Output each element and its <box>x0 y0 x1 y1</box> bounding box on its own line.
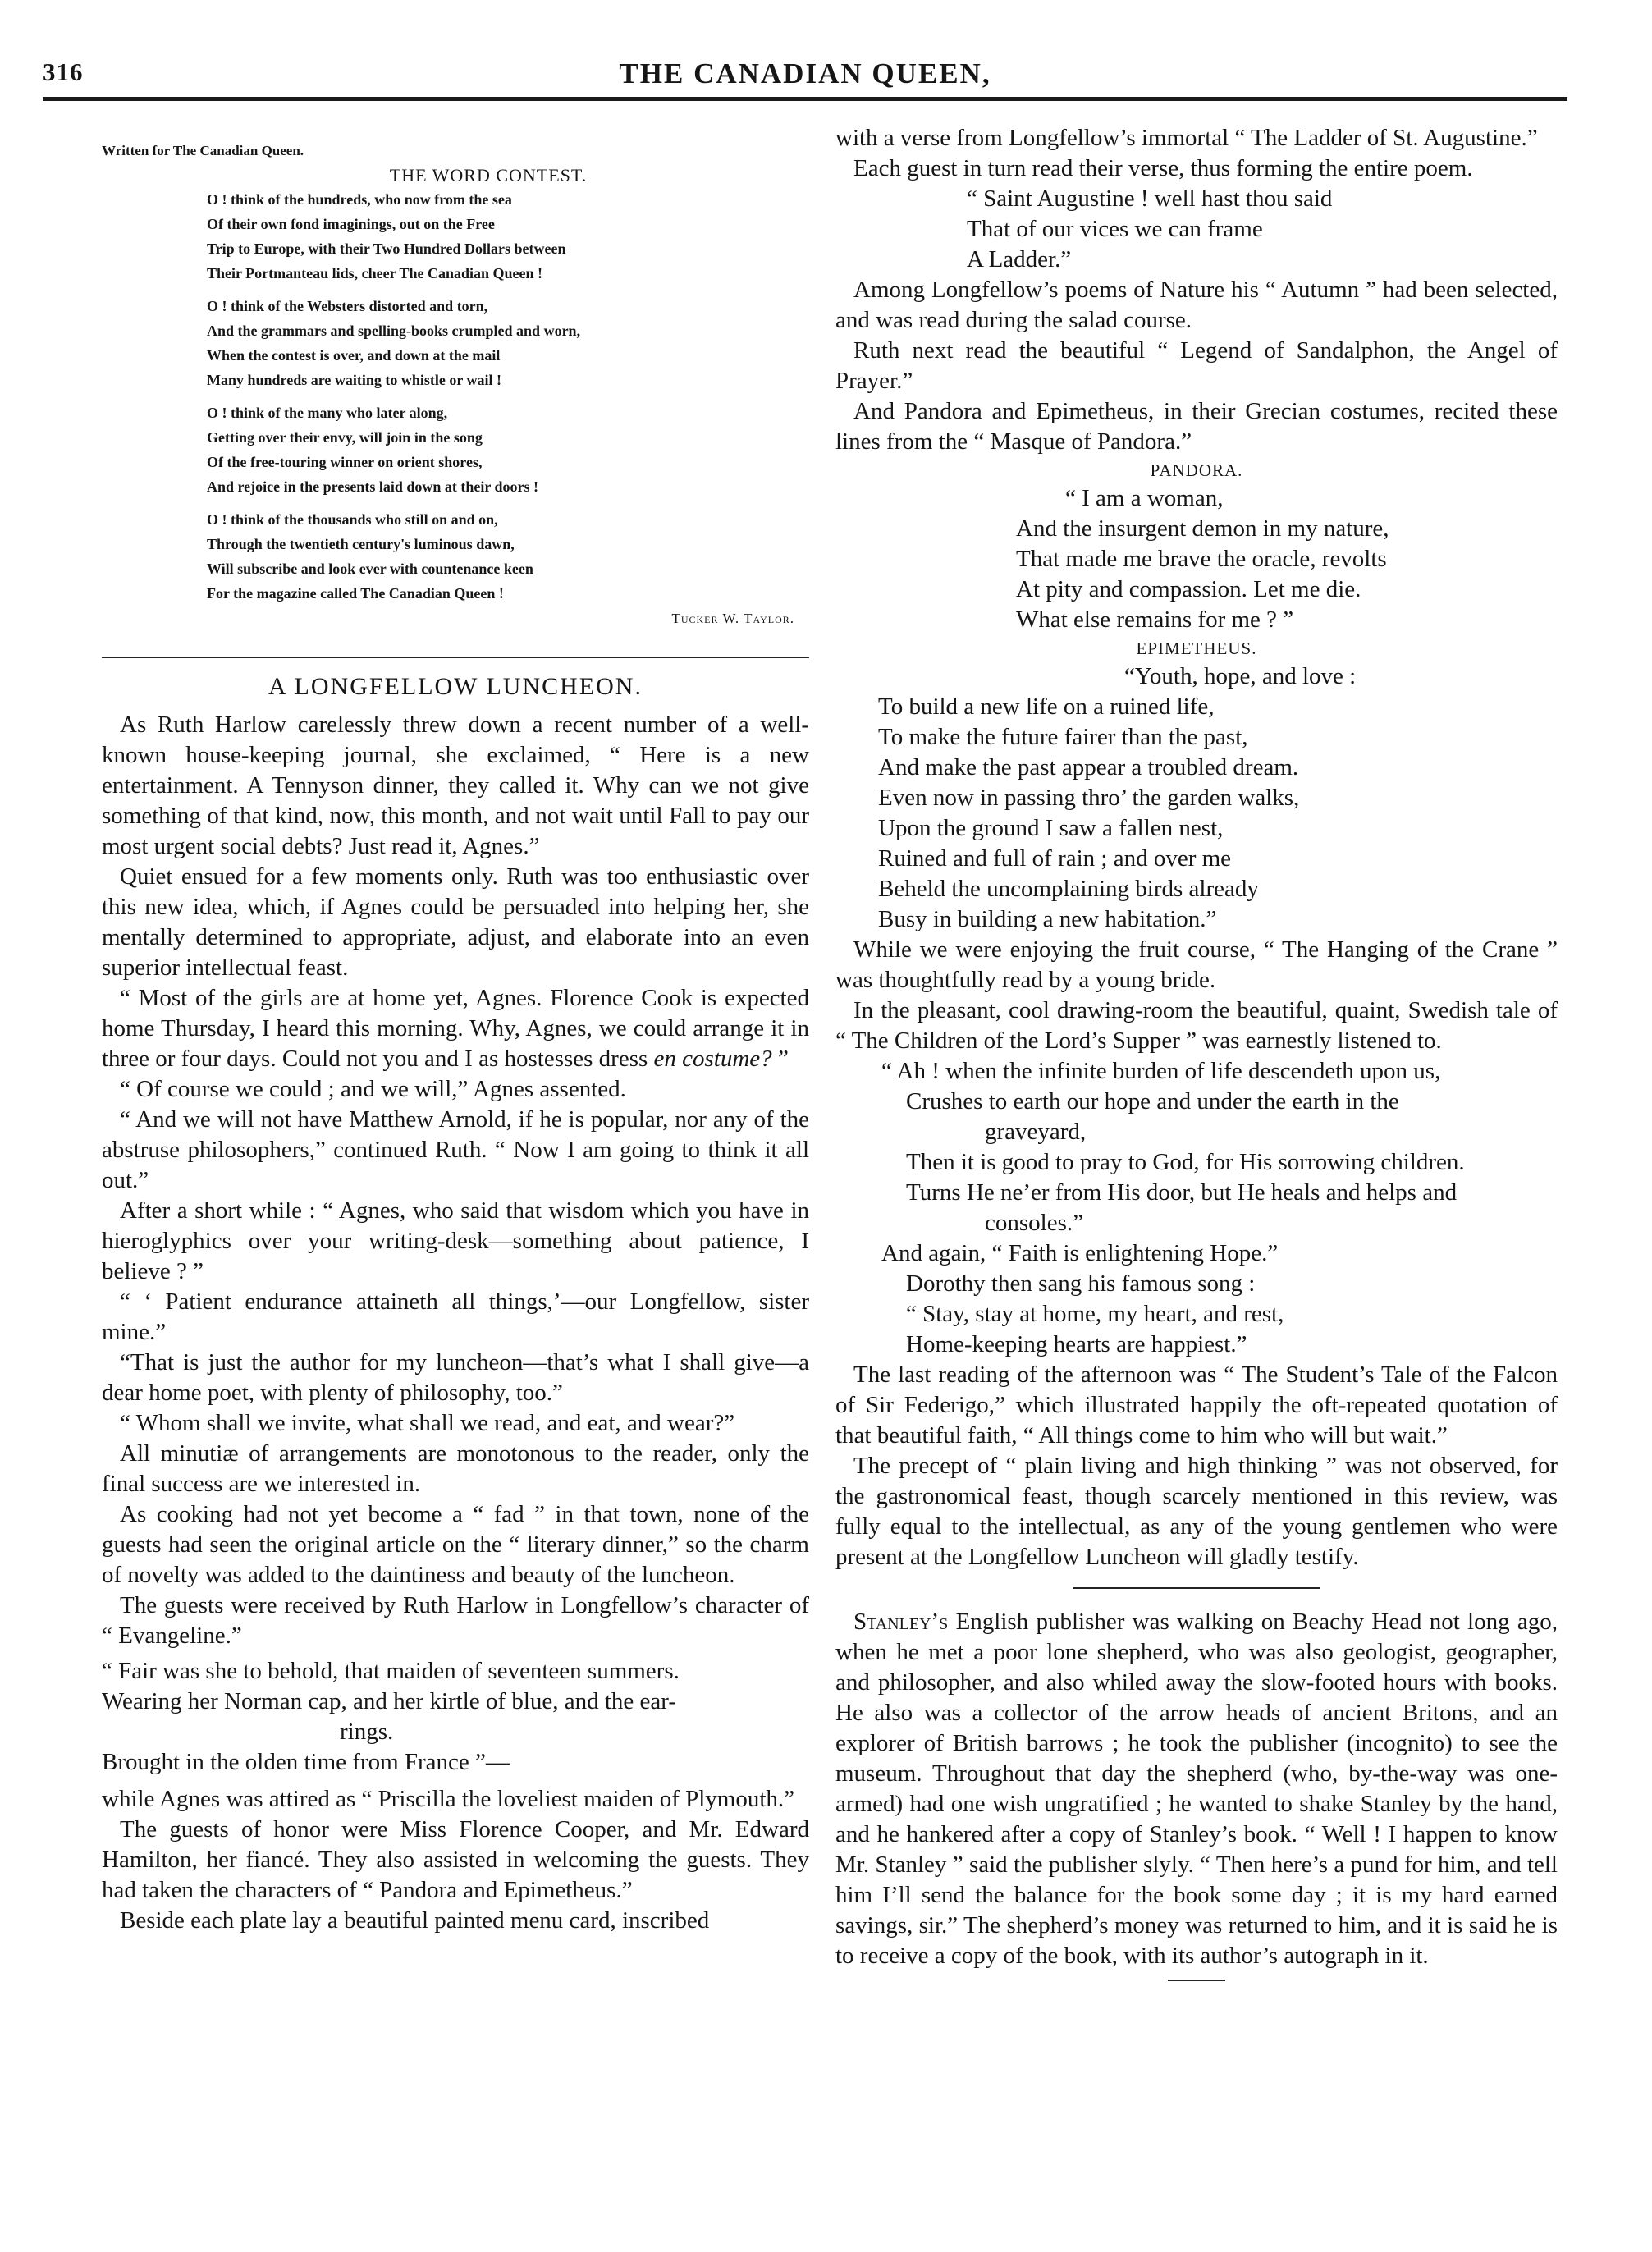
paragraph: Among Longfellow’s poems of Nature his “ Autumn ” had been selected, and was read during the salad course. <box>835 277 1558 333</box>
verse-line: “ I am a woman, <box>1065 485 1224 511</box>
verse-line: A Ladder.” <box>967 246 1072 272</box>
poem-line: Many hundreds are waiting to whistle or wail ! <box>207 372 502 388</box>
verse-line: Crushes to earth our hope and under the earth in the <box>906 1088 1399 1115</box>
augustine-verse <box>967 184 1558 275</box>
poem-title: THE WORD CONTEST. <box>389 165 588 185</box>
paragraph: The precept of “ plain living and high thinking ” was not observed, for the gastronomical feast, though scarcely mentioned in this review, was fully equal to the intellectual, as any of the young gentlemen who were present at the Longfellow Luncheon will gladly testify. <box>835 1453 1558 1570</box>
verse-line: What else remains for me ? ” <box>1016 606 1294 633</box>
poem-stanza <box>207 187 809 286</box>
paragraph: Quiet ensued for a few moments only. Ruth was too enthusiastic over this new idea, which, if Agnes could be persuaded into helping her, she mentally determined to appropriate, adjust, and elaborate into an even superior intellectual feast. <box>102 863 809 981</box>
page-header <box>43 57 1567 98</box>
verse-line: To make the future fairer than the past, <box>878 724 1248 750</box>
paragraph: Beside each plate lay a beautiful painted menu card, inscribed <box>120 1907 710 1934</box>
paragraph: “ Whom shall we invite, what shall we read, and eat, and wear?” <box>120 1410 735 1436</box>
verse-line: graveyard, <box>985 1119 1087 1145</box>
poem-line: Will subscribe and look ever with countenance keen <box>207 561 533 577</box>
poem-line: O ! think of the hundreds, who now from the sea <box>207 191 512 208</box>
poem-line: Trip to Europe, with their Two Hundred Dollars between <box>207 240 566 257</box>
paragraph: And Pandora and Epimetheus, in their Grecian costumes, recited these lines from the “ Masque of Pandora.” <box>835 398 1558 455</box>
verse-line: That of our vices we can frame <box>967 216 1263 242</box>
verse-line: Then it is good to pray to God, for His sorrowing children. <box>906 1149 1465 1175</box>
running-title: THE CANADIAN QUEEN, <box>619 57 991 89</box>
verse-line: Ruined and full of rain ; and over me <box>878 845 1232 872</box>
paragraph: “ Of course we could ; and we will,” Agnes assented. <box>120 1076 626 1102</box>
epimetheus-label: EPIMETHEUS. <box>1136 639 1257 658</box>
verse-line: Turns He ne’er from His door, but He heals and helps and <box>906 1179 1458 1206</box>
poem-line: O ! think of the Websters distorted and torn, <box>207 298 488 314</box>
poem-stanza <box>207 401 809 499</box>
poem-stanza <box>207 294 809 392</box>
verse-line: Upon the ground I saw a fallen nest, <box>878 815 1224 841</box>
supper-verse <box>881 1056 1558 1238</box>
paragraph: “That is just the author for my luncheon—that’s what I shall give—a dear home poet, with plenty of philosophy, too.” <box>102 1349 809 1406</box>
verse-line: To build a new life on a ruined life, <box>878 693 1215 720</box>
paragraph: While we were enjoying the fruit course, “ The Hanging of the Crane ” was thoughtfully read by a young bride. <box>835 936 1558 993</box>
poem-signature: Tucker W. Taylor. <box>671 611 794 626</box>
poem-line: Of the free-touring winner on orient shores, <box>207 454 483 470</box>
epimetheus-verse <box>878 661 1558 935</box>
poem-line: When the contest is over, and down at the mail <box>207 347 501 364</box>
paragraph: with a verse from Longfellow’s immortal “ The Ladder of St. Augustine.” <box>835 125 1538 151</box>
verse-line: Wearing her Norman cap, and her kirtle of blue, and the ear- <box>102 1688 677 1714</box>
verse-line: “Youth, hope, and love : <box>1124 663 1357 689</box>
header-rule <box>43 97 1567 101</box>
article-title: A LONGFELLOW LUNCHEON. <box>102 657 809 702</box>
text-run: ” <box>771 1046 789 1072</box>
verse-line: Beheld the uncomplaining birds already <box>878 876 1259 902</box>
poem-stanza <box>207 507 809 606</box>
paragraph: All minutiæ of arrangements are monotonous to the reader, only the final success are we interested in. <box>102 1440 809 1497</box>
paragraph: “ ‘ Patient endurance attaineth all things,’—our Longfellow, sister mine.” <box>102 1288 809 1345</box>
paragraph: “ And we will not have Matthew Arnold, if he is popular, nor any of the abstruse philosophers,” continued Ruth. “ Now I am going to think it all out.” <box>102 1106 809 1193</box>
poem-line: O ! think of the thousands who still on and on, <box>207 511 498 528</box>
right-column <box>835 123 1558 1981</box>
pandora-verse <box>1016 483 1558 635</box>
verse-line: Even now in passing thro’ the garden walks, <box>878 785 1300 811</box>
verse-line: And make the past appear a troubled dream. <box>878 754 1299 780</box>
paragraph: As cooking had not yet become a “ fad ” in that town, none of the guests had seen the original article on the “ literary dinner,” so the charm of novelty was added to the daintiness and beauty of the luncheon. <box>102 1501 809 1588</box>
poem-note: Written for The Canadian Queen. <box>102 143 304 158</box>
italic-phrase: en costume? <box>653 1046 772 1072</box>
poem-line: Their Portmanteau lids, cheer The Canadian Queen ! <box>207 265 543 282</box>
paragraph: Dorothy then sang his famous song : <box>906 1270 1256 1297</box>
paragraph: while Agnes was attired as “ Priscilla the loveliest maiden of Plymouth.” <box>102 1786 795 1812</box>
verse-line: That made me brave the oracle, revolts <box>1016 546 1387 572</box>
paragraph: After a short while : “ Agnes, who said that wisdom which you have in hieroglyphics over your writing-desk—something about patience, I believe ? ” <box>102 1197 809 1284</box>
stanley-paragraph <box>835 1607 1558 1971</box>
stanley-lead: Stanley’s <box>853 1609 949 1635</box>
paragraph: The guests were received by Ruth Harlow in Longfellow’s character of “ Evangeline.” <box>102 1592 809 1649</box>
poem-line: Of their own fond imaginings, out on the Free <box>207 216 495 232</box>
verse-line: “ Saint Augustine ! well hast thou said <box>967 185 1333 212</box>
verse-line: “ Ah ! when the infinite burden of life descendeth upon us, <box>881 1058 1441 1084</box>
verse-line: Brought in the olden time from France ”— <box>102 1749 510 1775</box>
section-divider <box>1073 1587 1320 1589</box>
verse-line: rings. <box>340 1719 394 1745</box>
end-divider <box>1168 1980 1225 1981</box>
verse-line: Busy in building a new habitation.” <box>878 906 1217 932</box>
verse-line: “ Stay, stay at home, my heart, and rest, <box>906 1301 1284 1327</box>
paragraph: In the pleasant, cool drawing-room the beautiful, quaint, Swedish tale of “ The Children of the Lord’s Supper ” was earnestly listened to. <box>835 997 1558 1054</box>
poem-line: And the grammars and spelling-books crumpled and worn, <box>207 323 581 339</box>
song-verse <box>906 1299 1558 1360</box>
verse-line: At pity and compassion. Let me die. <box>1016 576 1361 602</box>
paragraph: Ruth next read the beautiful “ Legend of Sandalphon, the Angel of Prayer.” <box>835 337 1558 394</box>
verse-line: Home-keeping hearts are happiest.” <box>906 1331 1247 1357</box>
paragraph: The guests of honor were Miss Florence Cooper, and Mr. Edward Hamilton, her fiancé. They also assisted in welcoming the guests. They had taken the characters of “ Pandora and Epimetheus.” <box>102 1816 809 1903</box>
left-column <box>102 123 809 1936</box>
page-number: 316 <box>43 57 84 86</box>
poem-line: O ! think of the many who later along, <box>207 405 448 421</box>
paragraph: Each guest in turn read their verse, thus forming the entire poem. <box>853 155 1473 181</box>
poem-line: For the magazine called The Canadian Queen ! <box>207 585 504 602</box>
poem-body <box>207 187 809 606</box>
pandora-label: PANDORA. <box>1150 460 1243 480</box>
text-run: “ Most of the girls are at home yet, Agnes. Florence Cook is expected home Thursday, I heard this morning. Why, Agnes, we could arrange it in three or four days. Could not you and I as hostesses dress <box>102 985 809 1072</box>
evangeline-verse <box>102 1656 809 1778</box>
poem-line: Through the twentieth century's luminous dawn, <box>207 536 515 552</box>
poem-line: And rejoice in the presents laid down at their doors ! <box>207 478 539 495</box>
verse-line: And the insurgent demon in my nature, <box>1016 515 1389 542</box>
poem-line: Getting over their envy, will join in the song <box>207 429 483 446</box>
paragraph: As Ruth Harlow carelessly threw down a recent number of a well-known house-keeping journal, she exclaimed, “ Here is a new entertainment. A Tennyson dinner, they called it. Why can we not give something of that kind, now, this month, and not wait until Fall to pay our most urgent social debts? Just read it, Agnes.” <box>102 712 809 859</box>
verse-line: consoles.” <box>985 1210 1083 1236</box>
verse-line: “ Fair was she to behold, that maiden of seventeen summers. <box>102 1658 680 1684</box>
stanley-text: English publisher was walking on Beachy Head not long ago, when he met a poor lone shepherd, who was also geologist, geographer, and philosopher, and also whiled away the slow-footed hours with books. He also was a collector of the arrow heads of ancient Britons, and an explorer of British barrows ; he took the publisher (incognito) to see the museum. Throughout that day the shepherd (who, by-the-way was one-armed) had one wish ungratified ; he wanted to shake Stanley by the hand, and he hankered after a copy of Stanley’s book. “ Well ! I happen to know Mr. Stanley ” said the publisher slyly. “ Then here’s a pund for him, and tell him I’ll send the balance for the book some day ; it is my hard earned savings, sir.” The shepherd’s money was returned to him, and it is said he is to receive a copy of the book, with its author’s autograph in it. <box>835 1609 1558 1969</box>
paragraph: And again, “ Faith is enlightening Hope.” <box>881 1240 1279 1266</box>
paragraph: The last reading of the afternoon was “ The Student’s Tale of the Falcon of Sir Federigo,” which illustrated happily the oft-repeated quotation of that beautiful faith, “ All things come to him who will but wait.” <box>835 1362 1558 1449</box>
paragraph <box>102 983 809 1074</box>
